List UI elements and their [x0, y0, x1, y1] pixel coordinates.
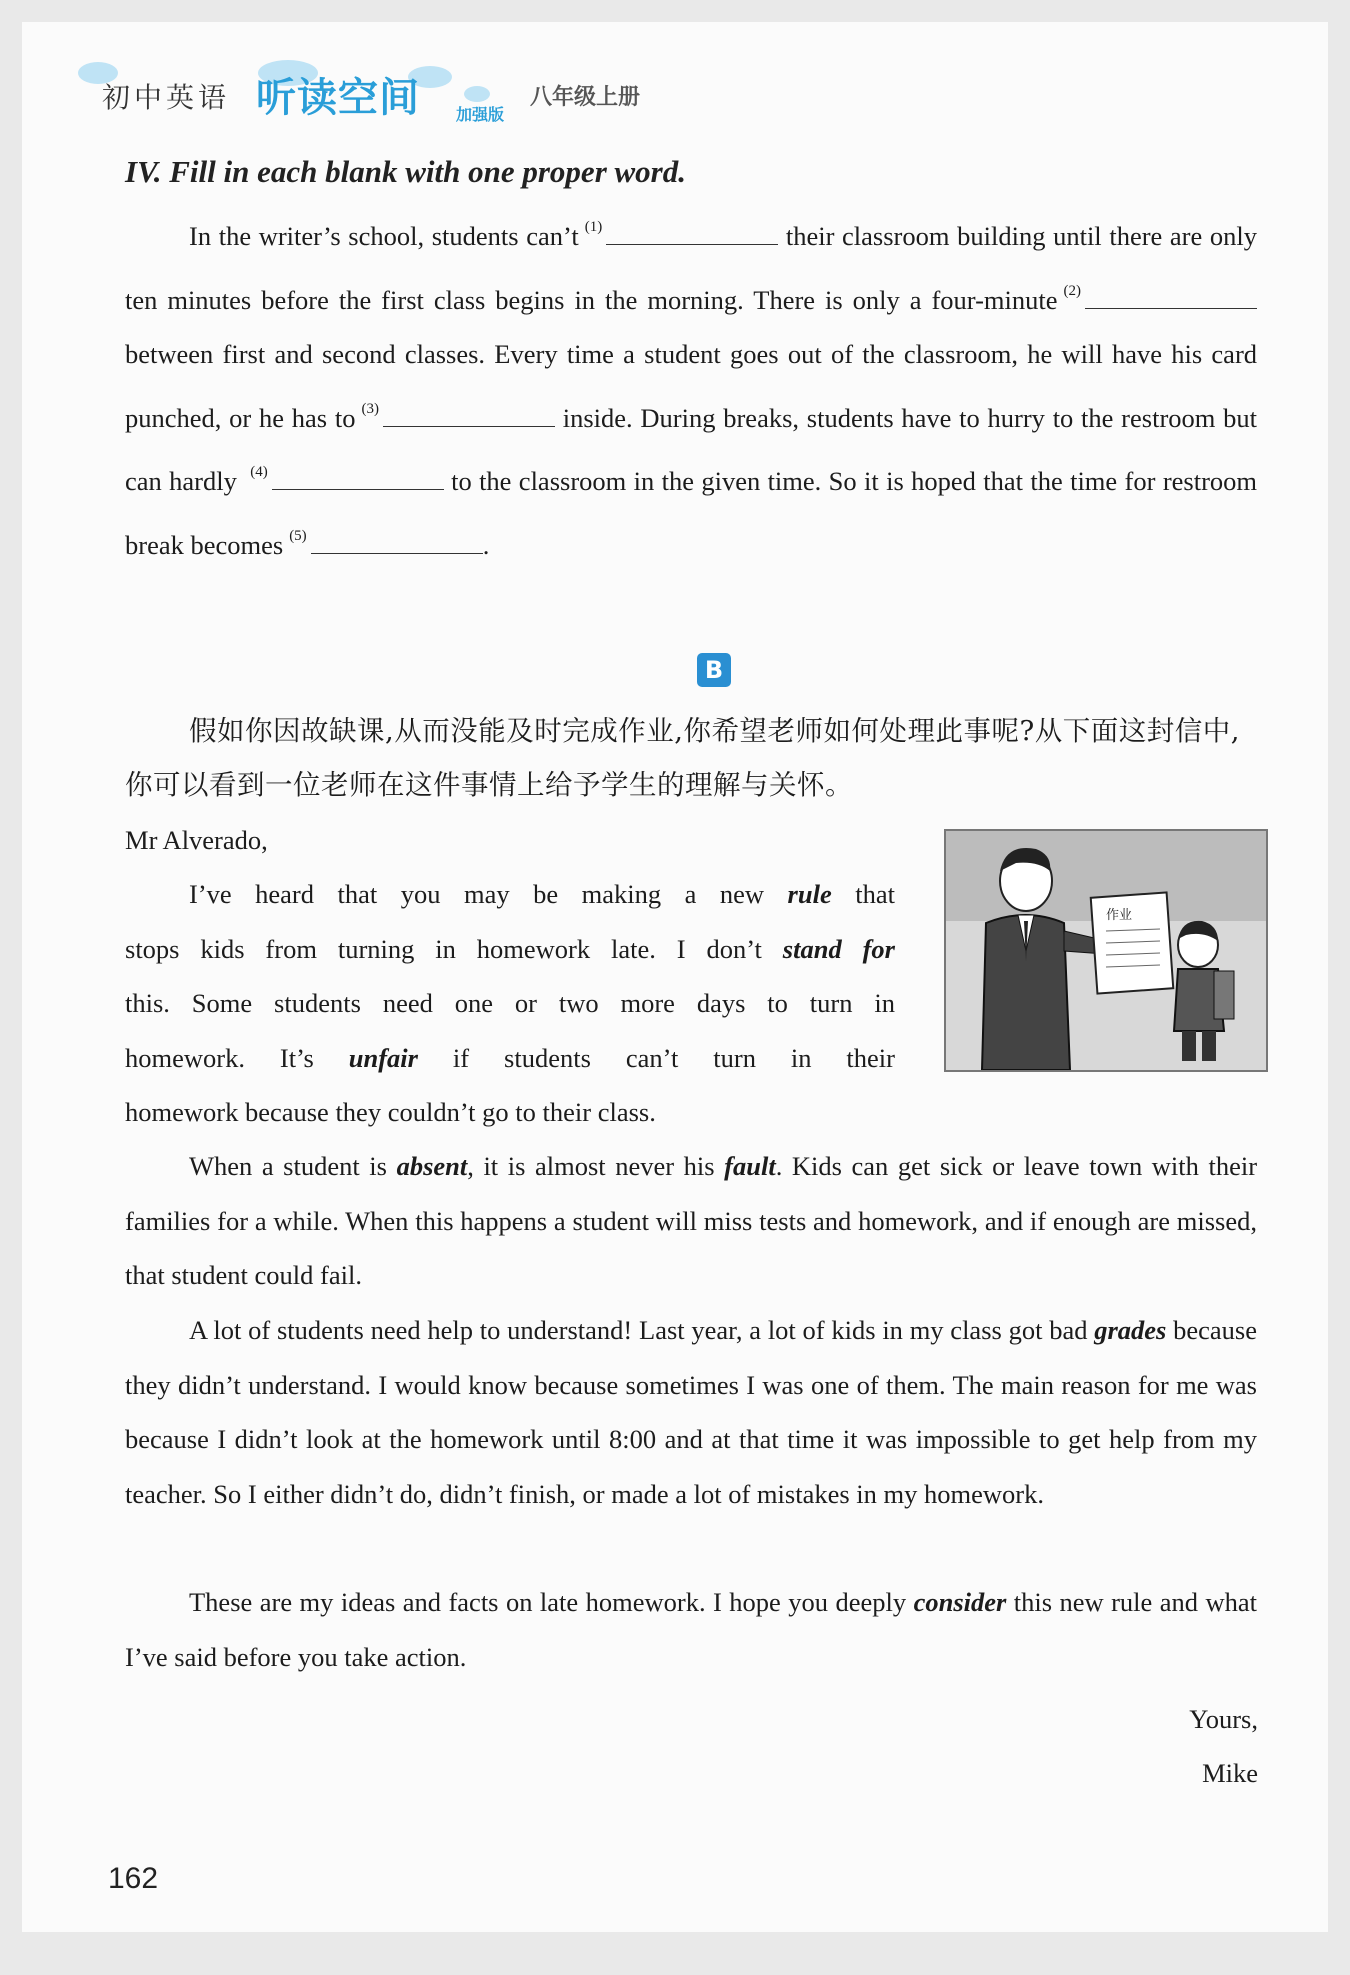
- workbook-page: [22, 22, 1328, 1932]
- blank-4[interactable]: [272, 467, 444, 490]
- chinese-intro: 假如你因故缺课,从而没能及时完成作业,你希望老师如何处理此事呢?从下面这封信中,你可以看到一位老师在这件事情上给予学生的理解与关怀。: [125, 715, 1240, 801]
- keyword-fault: fault: [724, 1151, 776, 1181]
- blank-3[interactable]: [383, 404, 555, 427]
- keyword-rule: rule: [787, 879, 832, 909]
- keyword-stand-for: stand for: [782, 933, 895, 964]
- closing: Yours,: [1189, 1704, 1258, 1734]
- teacher-student-illustration: [944, 829, 1268, 1072]
- letter-paragraph-1: I’ve heard that you may be making a new rule that stops kids from turning in homework late. I don’t stand for this. Some students need one or two more days to turn in homework. It’s unfair if students can’t turn in their homework because they couldn’t go to their class.: [125, 879, 895, 1127]
- cartoon-icon: [946, 831, 1266, 1070]
- keyword-consider: consider: [913, 1587, 1007, 1617]
- letter-paragraph-2: When a student is absent, it is almost never his fault. Kids can get sick or leave town with their families for a while. When this happens a student will miss tests and homework, and if enough are missed, that student could fail.: [125, 1151, 1258, 1290]
- fill-blank-passage: In the writer’s school, students can’t $^{(1)}$ their classroom building until there are only ten minutes before the first class begins in the morning. There is only a four-minute $^{(2)}$ between first and second classes. Every time a student goes out of the classroom, he will have his card punched, or he has to $^{(3)}$ inside. During breaks, students have to hurry to the restroom but can hardly $^{(4)}$ to the classroom in the given time. So it is hoped that the time for restroom break becomes $^{(5)}$ .: [125, 219, 1258, 560]
- letter-paragraph-3: A lot of students need help to understand! Last year, a lot of kids in my class got bad grades because they didn’t understand. I would know because sometimes I was one of them. The main reason for me was because I didn’t look at the homework until 8:00 and at that time it was impossible to get help from my teacher. So I either didn’t do, didn’t finish, or made a lot of mistakes in my homework.: [125, 1315, 1257, 1509]
- section-b-badge: B: [697, 653, 731, 687]
- svg-text:作业: 作业: [1106, 908, 1133, 923]
- grade-label: 八年级上册: [530, 85, 641, 110]
- blank-2[interactable]: [1085, 286, 1257, 309]
- page-number: 162: [108, 1862, 159, 1895]
- blank-5[interactable]: [311, 531, 483, 554]
- section-title: IV. Fill in each blank with one proper word.: [125, 154, 686, 189]
- blank-1[interactable]: [606, 222, 778, 245]
- keyword-grades: grades: [1094, 1315, 1167, 1345]
- keyword-unfair: unfair: [348, 1042, 418, 1073]
- edition-label: 加强版: [456, 105, 505, 124]
- keyword-absent: absent: [396, 1151, 468, 1181]
- salutation: Mr Alverado,: [125, 825, 268, 855]
- series-title: 初中英语: [102, 81, 231, 114]
- letter-paragraph-4: These are my ideas and facts on late homework. I hope you deeply consider this new rule and what I’ve said before you take action.: [125, 1587, 1257, 1672]
- brand-title: 听读空间: [256, 75, 420, 121]
- signature: Mike: [1202, 1758, 1258, 1788]
